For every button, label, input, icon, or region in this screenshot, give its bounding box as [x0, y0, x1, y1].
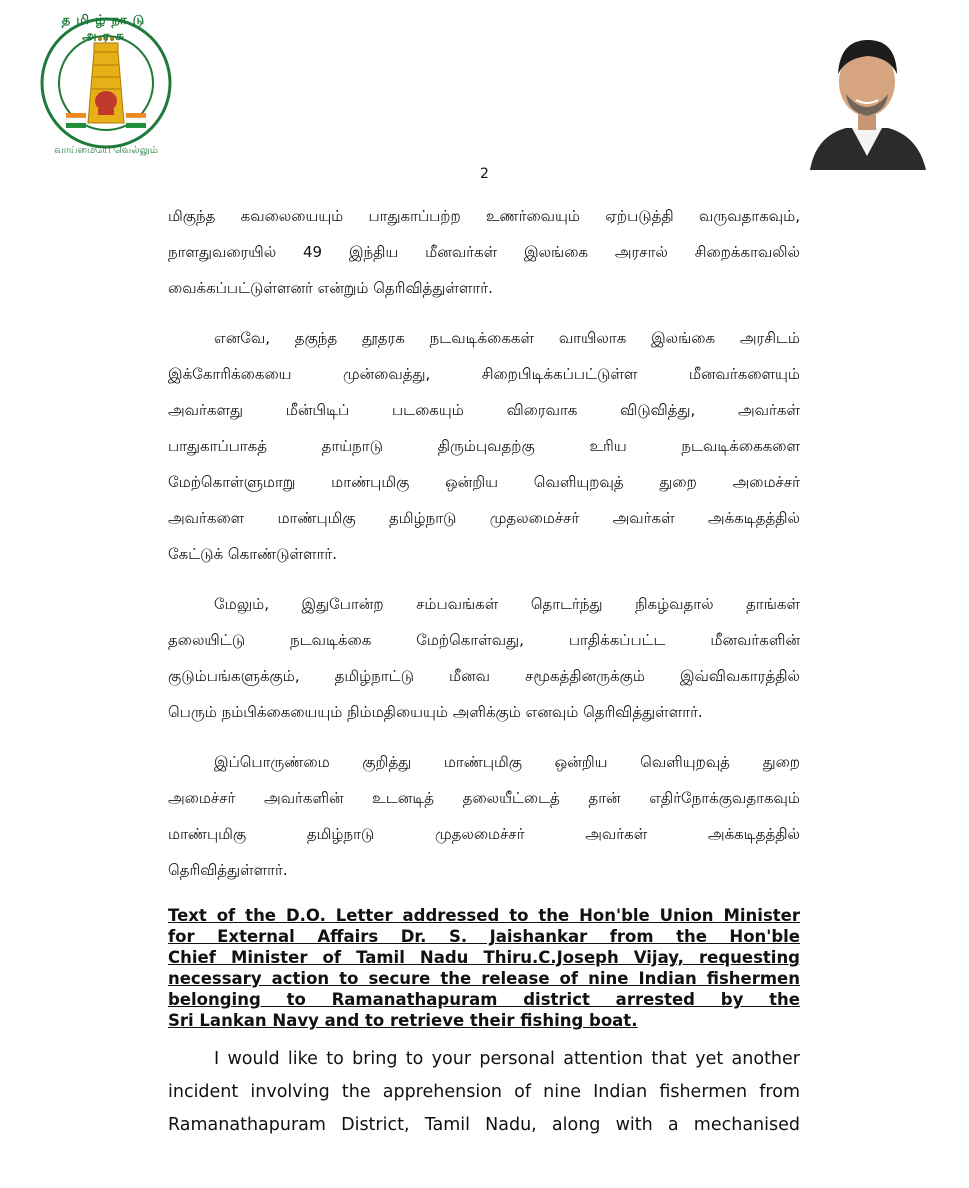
text-line: அவர்களது மீன்பிடிப் படகையும் விரைவாக விடுவித்து, அவர்கள்	[168, 401, 800, 419]
tamil-paragraph-4	[168, 744, 800, 888]
heading-line: necessary action to secure the release of nine Indian fishermen	[168, 969, 800, 988]
english-paragraph	[168, 1043, 800, 1142]
portrait-photo	[802, 24, 932, 170]
text-line: பாதுகாப்பாகத் தாய்நாடு திரும்புவதற்கு உரிய நடவடிக்கைகளை	[168, 437, 800, 455]
text-line: மேற்கொள்ளுமாறு மாண்புமிகு ஒன்றிய வெளியுறவுத் துறை அமைச்சர்	[168, 473, 800, 491]
tamil-nadu-emblem-logo	[36, 15, 176, 165]
tamil-paragraph-3	[168, 586, 800, 730]
text-line: தெரிவித்துள்ளார்.	[168, 861, 288, 879]
heading-line: Chief Minister of Tamil Nadu Thiru.C.Joseph Vijay, requesting	[168, 948, 800, 967]
page-number: 2	[480, 166, 489, 182]
heading-line: Sri Lankan Navy and to retrieve their fishing boat.	[168, 1011, 638, 1030]
text-line: மாண்புமிகு தமிழ்நாடு முதலமைச்சர் அவர்கள் அக்கடிதத்தில்	[168, 825, 800, 843]
text-line: எனவே, தகுந்த தூதரக நடவடிக்கைகள் வாயிலாக இலங்கை அரசிடம்	[214, 329, 800, 347]
text-line: அமைச்சர் அவர்களின் உடனடித் தலையீட்டைத் தான் எதிர்நோக்குவதாகவும்	[168, 789, 800, 807]
emblem-bottom-text: வாய்மையே வெல்லும்	[54, 145, 158, 156]
emblem-top-text: தமிழ்நாடு அரசு	[61, 13, 151, 44]
text-line: Ramanathapuram District, Tamil Nadu, along with a mechanised	[168, 1115, 800, 1135]
text-line: மிகுந்த கவலையையும் பாதுகாப்பற்ற உணர்வையும் ஏற்படுத்தி வருவதாகவும்,	[168, 207, 800, 225]
text-line: I would like to bring to your personal attention that yet another	[214, 1049, 800, 1069]
text-line: குடும்பங்களுக்கும், தமிழ்நாட்டு மீனவ சமூகத்தினருக்கும் இவ்விவகாரத்தில்	[168, 667, 800, 685]
text-line: incident involving the apprehension of nine Indian fishermen from	[168, 1082, 800, 1102]
heading-line: Text of the D.O. Letter addressed to the Hon'ble Union Minister	[168, 906, 800, 925]
heading-line: belonging to Ramanathapuram district arrested by the	[168, 990, 800, 1009]
tamil-paragraph-2	[168, 320, 800, 572]
text-line: கேட்டுக் கொண்டுள்ளார்.	[168, 545, 338, 563]
text-line: வைக்கப்பட்டுள்ளனர் என்றும் தெரிவித்துள்ளார்.	[168, 279, 493, 297]
text-line: மேலும், இதுபோன்ற சம்பவங்கள் தொடர்ந்து நிகழ்வதால் தாங்கள்	[214, 595, 800, 613]
text-line: இப்பொருண்மை குறித்து மாண்புமிகு ஒன்றிய வெளியுறவுத் துறை	[214, 753, 800, 771]
text-line: அவர்களை மாண்புமிகு தமிழ்நாடு முதலமைச்சர் அவர்கள் அக்கடிதத்தில்	[168, 509, 800, 527]
text-line: இக்கோரிக்கையை முன்வைத்து, சிறைபிடிக்கப்பட்டுள்ள மீனவர்களையும்	[168, 365, 800, 383]
heading-line: for External Affairs Dr. S. Jaishankar from the Hon'ble	[168, 927, 800, 946]
text-line: நாளதுவரையில் 49 இந்திய மீனவர்கள் இலங்கை அரசால் சிறைக்காவலில்	[168, 243, 800, 261]
text-line: தலையிட்டு நடவடிக்கை மேற்கொள்வது, பாதிக்கப்பட்ட மீனவர்களின்	[168, 631, 800, 649]
tamil-paragraph-1	[168, 198, 800, 306]
letter-heading	[168, 905, 800, 1031]
text-line: பெரும் நம்பிக்கையையும் நிம்மதியையும் அளிக்கும் எனவும் தெரிவித்துள்ளார்.	[168, 703, 703, 721]
